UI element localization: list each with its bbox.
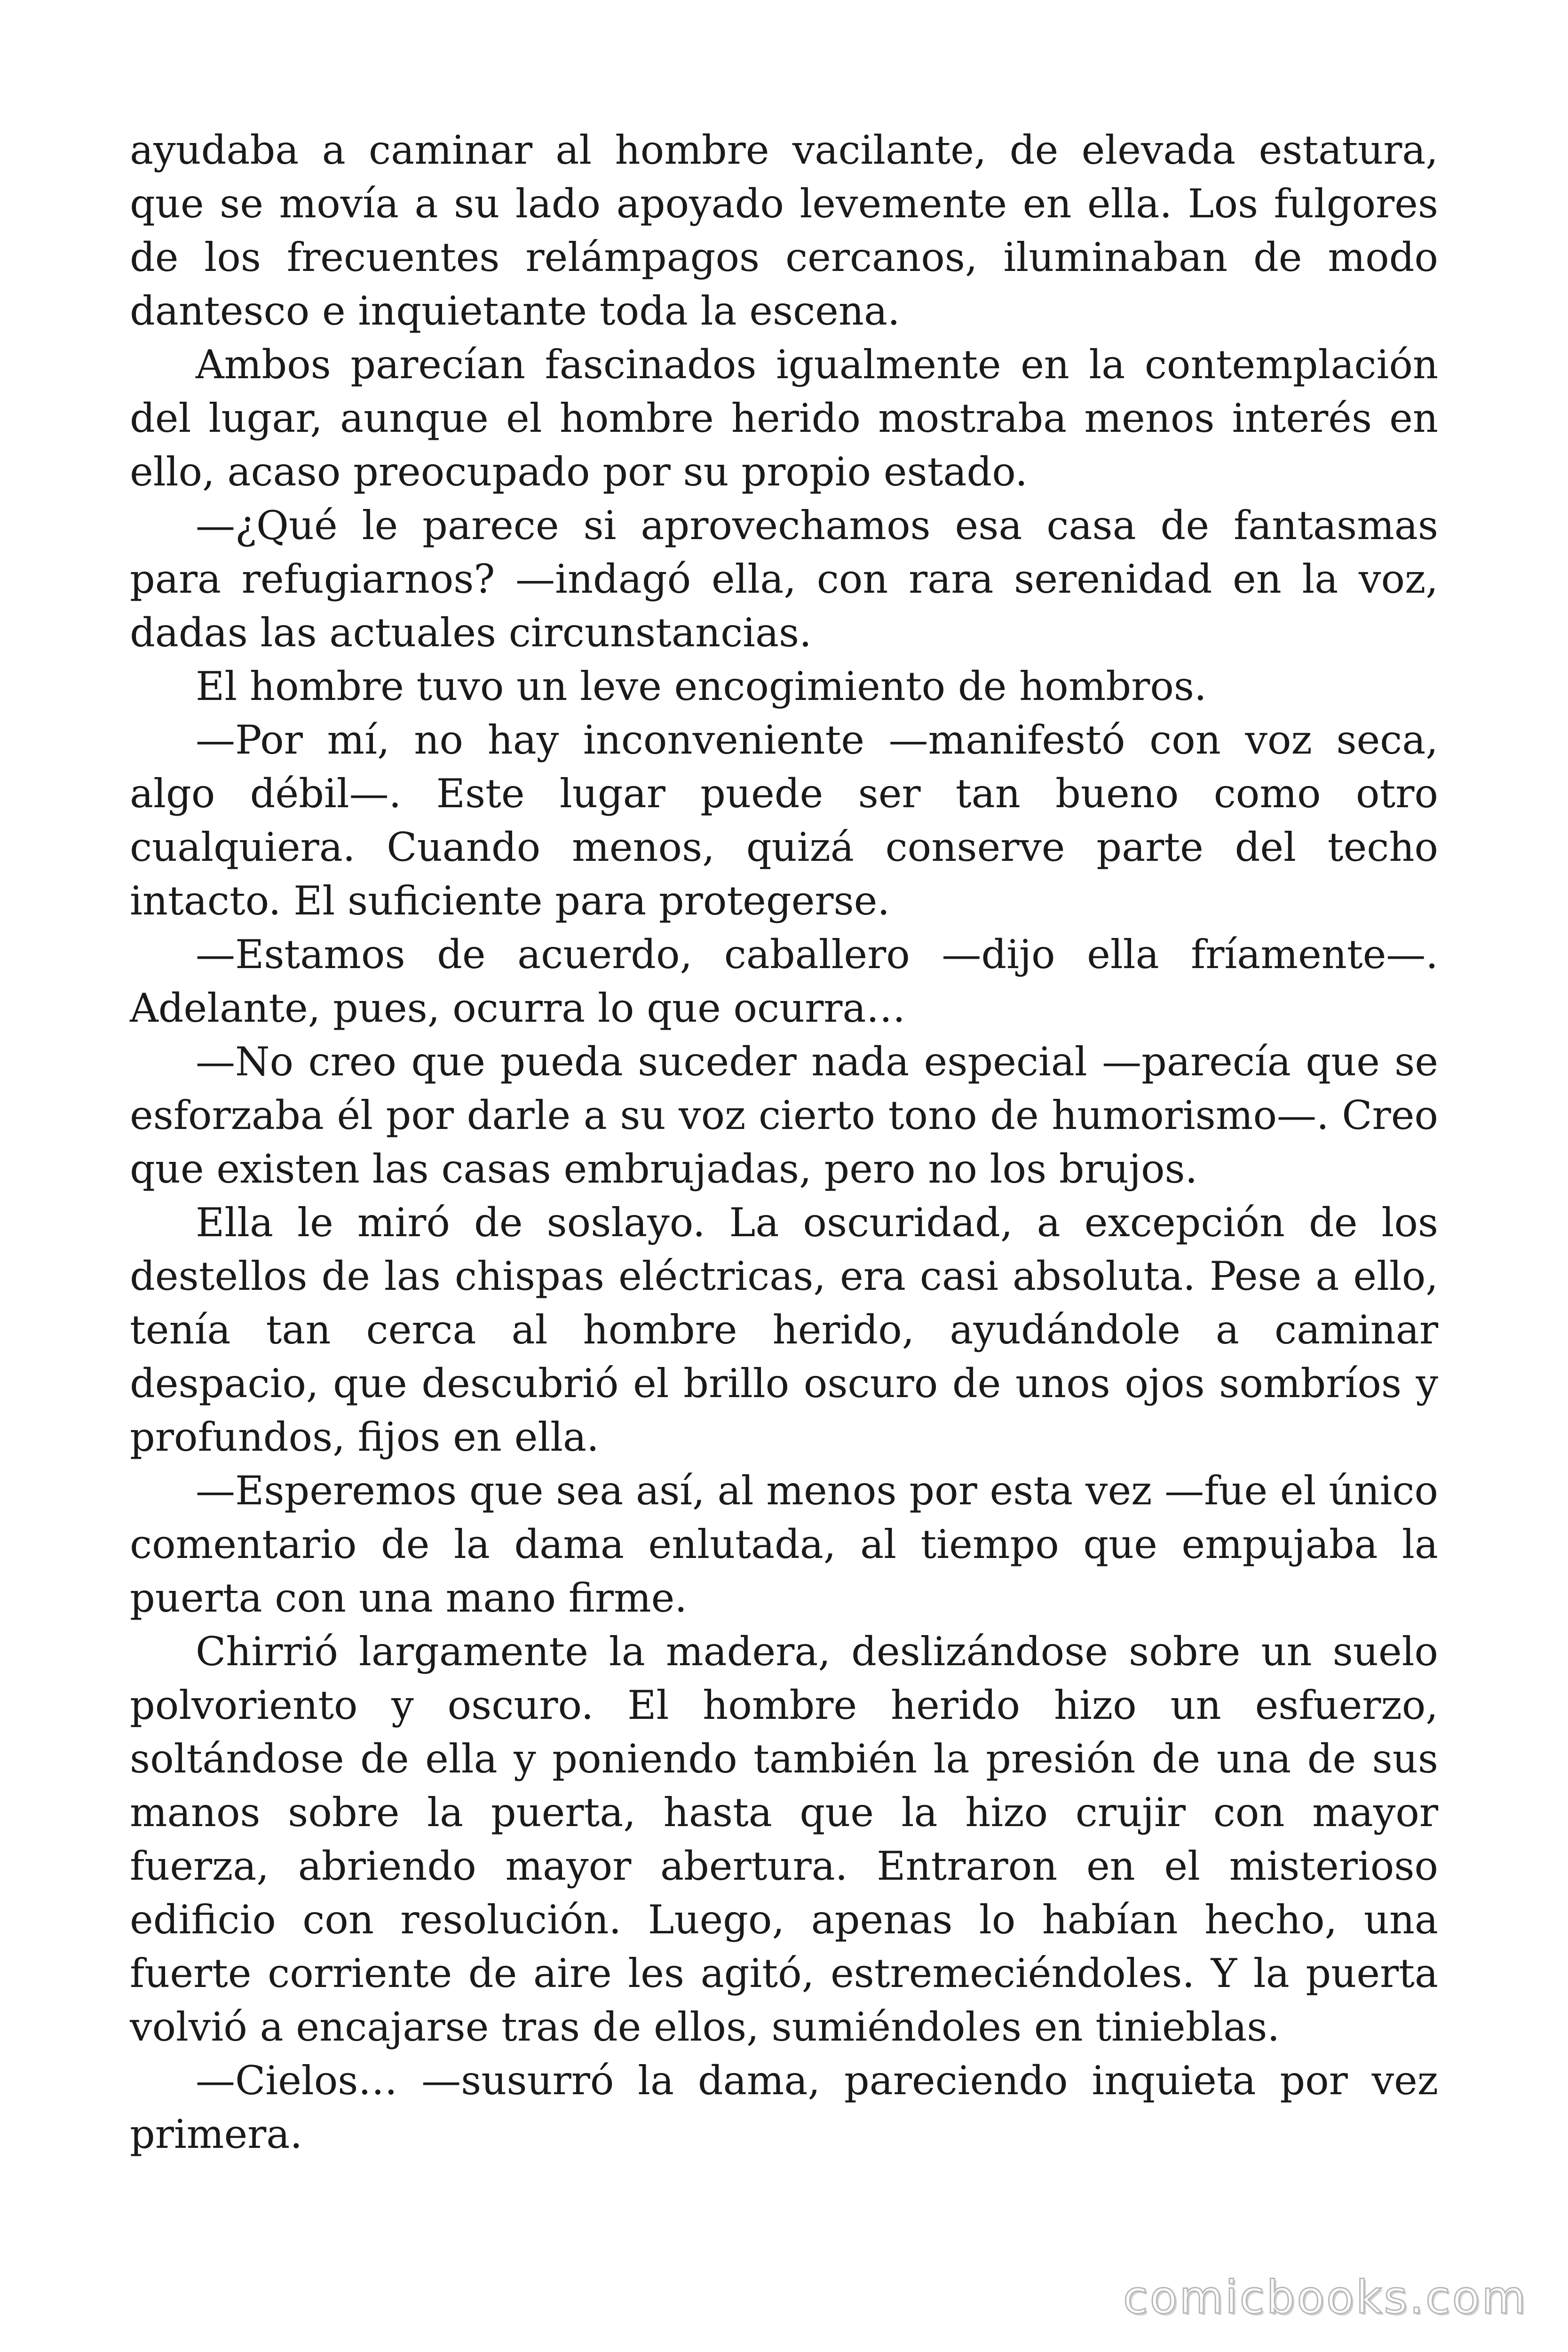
watermark-logo: comicbooks.com [1123, 2271, 1528, 2324]
paragraph-4: —Por mí, no hay inconveniente —manifestó con voz seca, algo débil—. Este lugar puede ser tan bueno como otro cualquiera. Cuando menos, quizá conserve parte del techo intacto. El suficiente para protegerse. [130, 717, 1438, 924]
paragraph-6: —No creo que pueda suceder nada especial —parecía que se esforzaba él por darle a su voz cierto tono de humorismo—. Creo que existen las casas embrujadas, pero no los brujos. [130, 1039, 1438, 1192]
paragraph-9: Chirrió largamente la madera, deslizándose sobre un suelo polvoriento y oscuro. El hombre herido hizo un esfuerzo, soltándose de ella y poniendo también la presión de una de sus manos sobre la puerta, hasta que la hizo crujir con mayor fuerza, abriendo mayor abertura. Entraron en el misterioso edificio con resolución. Luego, apenas lo habían hecho, una fuerte corriente de aire les agitó, estremeciéndoles. Y la puerta volvió a encajarse tras de ellos, sumiéndoles en tinieblas. [130, 1629, 1438, 2050]
paragraph-5: —Estamos de acuerdo, caballero —dijo ella fríamente—. Adelante, pues, ocurra lo que ocurra… [130, 931, 1438, 1031]
paragraph-3: El hombre tuvo un leve encogimiento de hombros. [196, 663, 1207, 709]
paragraph-7: Ella le miró de soslayo. La oscuridad, a excepción de los destellos de las chispas eléctricas, era casi absoluta. Pese a ello, tenía tan cerca al hombre herido, ayudándole a caminar despacio, que descubrió el brillo oscuro de unos ojos sombríos y profundos, fijos en ella. [130, 1200, 1438, 1460]
paragraph-0: ayudaba a caminar al hombre vacilante, de elevada estatura, que se movía a su lado apoyado levemente en ella. Los fulgores de los frecuentes relámpagos cercanos, iluminaban de modo dantesco e inquietante toda la escena. [130, 127, 1438, 334]
paragraph-1: Ambos parecían fascinados igualmente en la contemplación del lugar, aunque el hombre herido mostraba menos interés en ello, acaso preocupado por su propio estado. [130, 342, 1438, 495]
paragraph-8: —Esperemos que sea así, al menos por esta vez —fue el único comentario de la dama enlutada, al tiempo que empujaba la puerta con una mano firme. [130, 1468, 1438, 1621]
paragraph-10: —Cielos… —susurró la dama, pareciendo inquieta por vez primera. [130, 2058, 1438, 2157]
book-page-body [130, 123, 1438, 2161]
paragraph-2: —¿Qué le parece si aprovechamos esa casa de fantasmas para refugiarnos? —indagó ella, con rara serenidad en la voz, dadas las actuales circunstancias. [130, 502, 1438, 656]
